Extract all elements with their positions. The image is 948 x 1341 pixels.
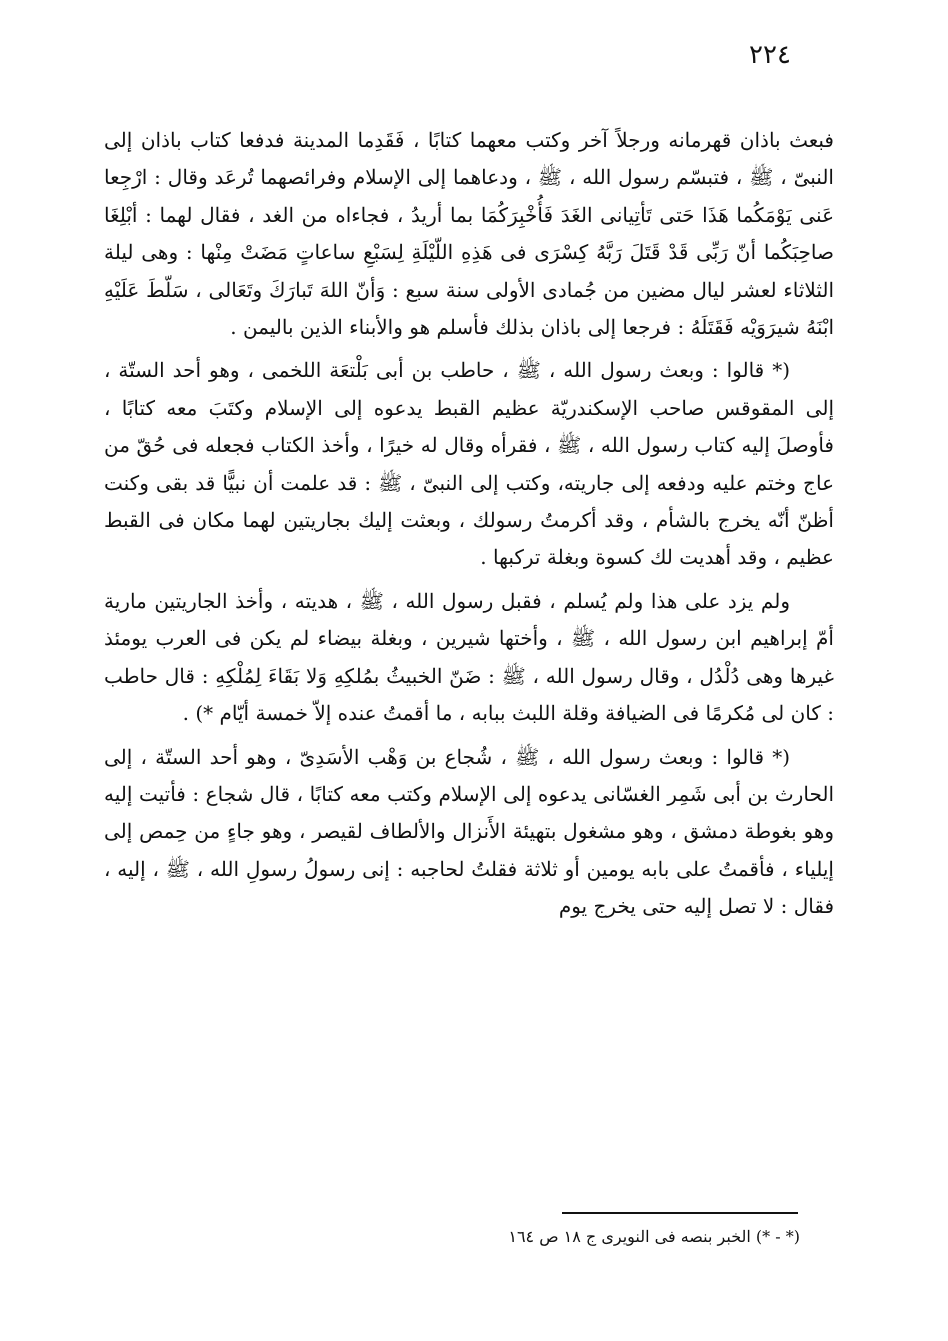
page-number: ٢٢٤ — [749, 40, 791, 70]
footnote: (* - *) الخبر بنصه فى النويرى ج ١٨ ص ١٦٤ — [508, 1227, 800, 1246]
paragraph-3: ولم يزد على هذا ولم يُسلم ، فقبل رسول الله ، ﷺ ، هديته ، وأخذ الجاريتين مارية أمّ إبراهيم ابن رسول الله ، ﷺ ، وأختها شيرين ، وبغلة بيضاء لم يكن فى العرب يومئذ غيرها وهى دُلْدُل ، وقال رسول الله ، ﷺ : ضَنّ الخبيثُ بمُلكِهِ وَلا بَقَاءَ لِمُلْكِهِ : قال حاطب : كان لى مُكرمًا فى الضيافة وقلة اللبث ببابه ، ما أقمتُ عنده إلاّ خمسة أيّام *) . — [104, 588, 834, 726]
footnote-divider — [562, 1212, 798, 1214]
paragraph-1: فبعث باذان قهرمانه ورجلاً آخر وكتب معهما كتابًا ، فَقَدِما المدينة فدفعا كتاب باذان إلى النبىّ ، ﷺ ، فتبسّم رسول الله ، ﷺ ، ودعاهما إلى الإسلام وفرائصهما تُرعَد وقال : ارْجِعا عَنى يَوْمَكُما هَذَا حَتى تَأتِيانى الغَدَ فَأُخْبِرَكُمَا بما أريدُ ، فجاءاه من الغد ، فقال لهما : أبْلِغَا صاحِبَكُما أنّ رَبِّى قَدْ قَتَلَ رَبَّهُ كِسْرَى فى هَذِهِ اللّيْلَةِ لِسَبْعِ ساعاتٍ مَضَتْ مِنْها : وهى ليلة الثلاثاء لعشر ليال مضين من جُمادى الأولى سنة سبع : وَأنّ اللهَ تَبارَكَ وتَعَالى ، سَلّطَ عَلَيْهِ ابْنَهُ شيرَوَيْه فَقَتَلَهُ : فرجعا إلى باذان بذلك فأسلم هو والأبناء الذين باليمن . — [104, 128, 834, 340]
body-text — [104, 122, 834, 926]
paragraph-4: (* قالوا : وبعث رسول الله ، ﷺ ، شُجاع بن وَهْب الأسَدِىّ ، وهو أحد الستّة ، إلى الحارث بن أبى شَمِر الغسّانى يدعوه إلى الإسلام وكتب معه كتابًا ، قال شجاع : فأتيت إليه وهو بغوطة دمشق ، وهو مشغول بتهيئة الأَنزال والألطاف لقيصر ، وهو جاءٍ من حِمص إلى إيلياء ، فأقمتُ على بابه يومين أو ثلاثة فقلتُ لحاجبه : إنى رسولُ رسولِ الله ، ﷺ ، إليه ، فقال : لا تصل إليه حتى يخرج يوم — [104, 744, 834, 919]
paragraph-2: (* قالوا : وبعث رسول الله ، ﷺ ، حاطب بن أبى بَلْتعَة اللخمى ، وهو أحد الستّة ، إلى المقوقس صاحب الإسكندريّة عظيم القبط يدعوه إلى الإسلام وكتَبَ معه كتابًا ، فأوصلَ إليه كتاب رسول الله ، ﷺ ، فقرأه وقال له خيرًا ، وأخذ الكتاب فجعله فى حُقّ من عاج وختم عليه ودفعه إلى جاريته، وكتب إلى النبىّ ، ﷺ : قد علمت أن نبيًّا قد بقى وكنت أظنّ أنّه يخرج بالشأم ، وقد أكرمتُ رسولك ، وبعثت إليك بجاريتين لهما مكان فى القبط عظيم ، وقد أهديت لك كسوة وبغلة تركبها . — [104, 358, 834, 570]
